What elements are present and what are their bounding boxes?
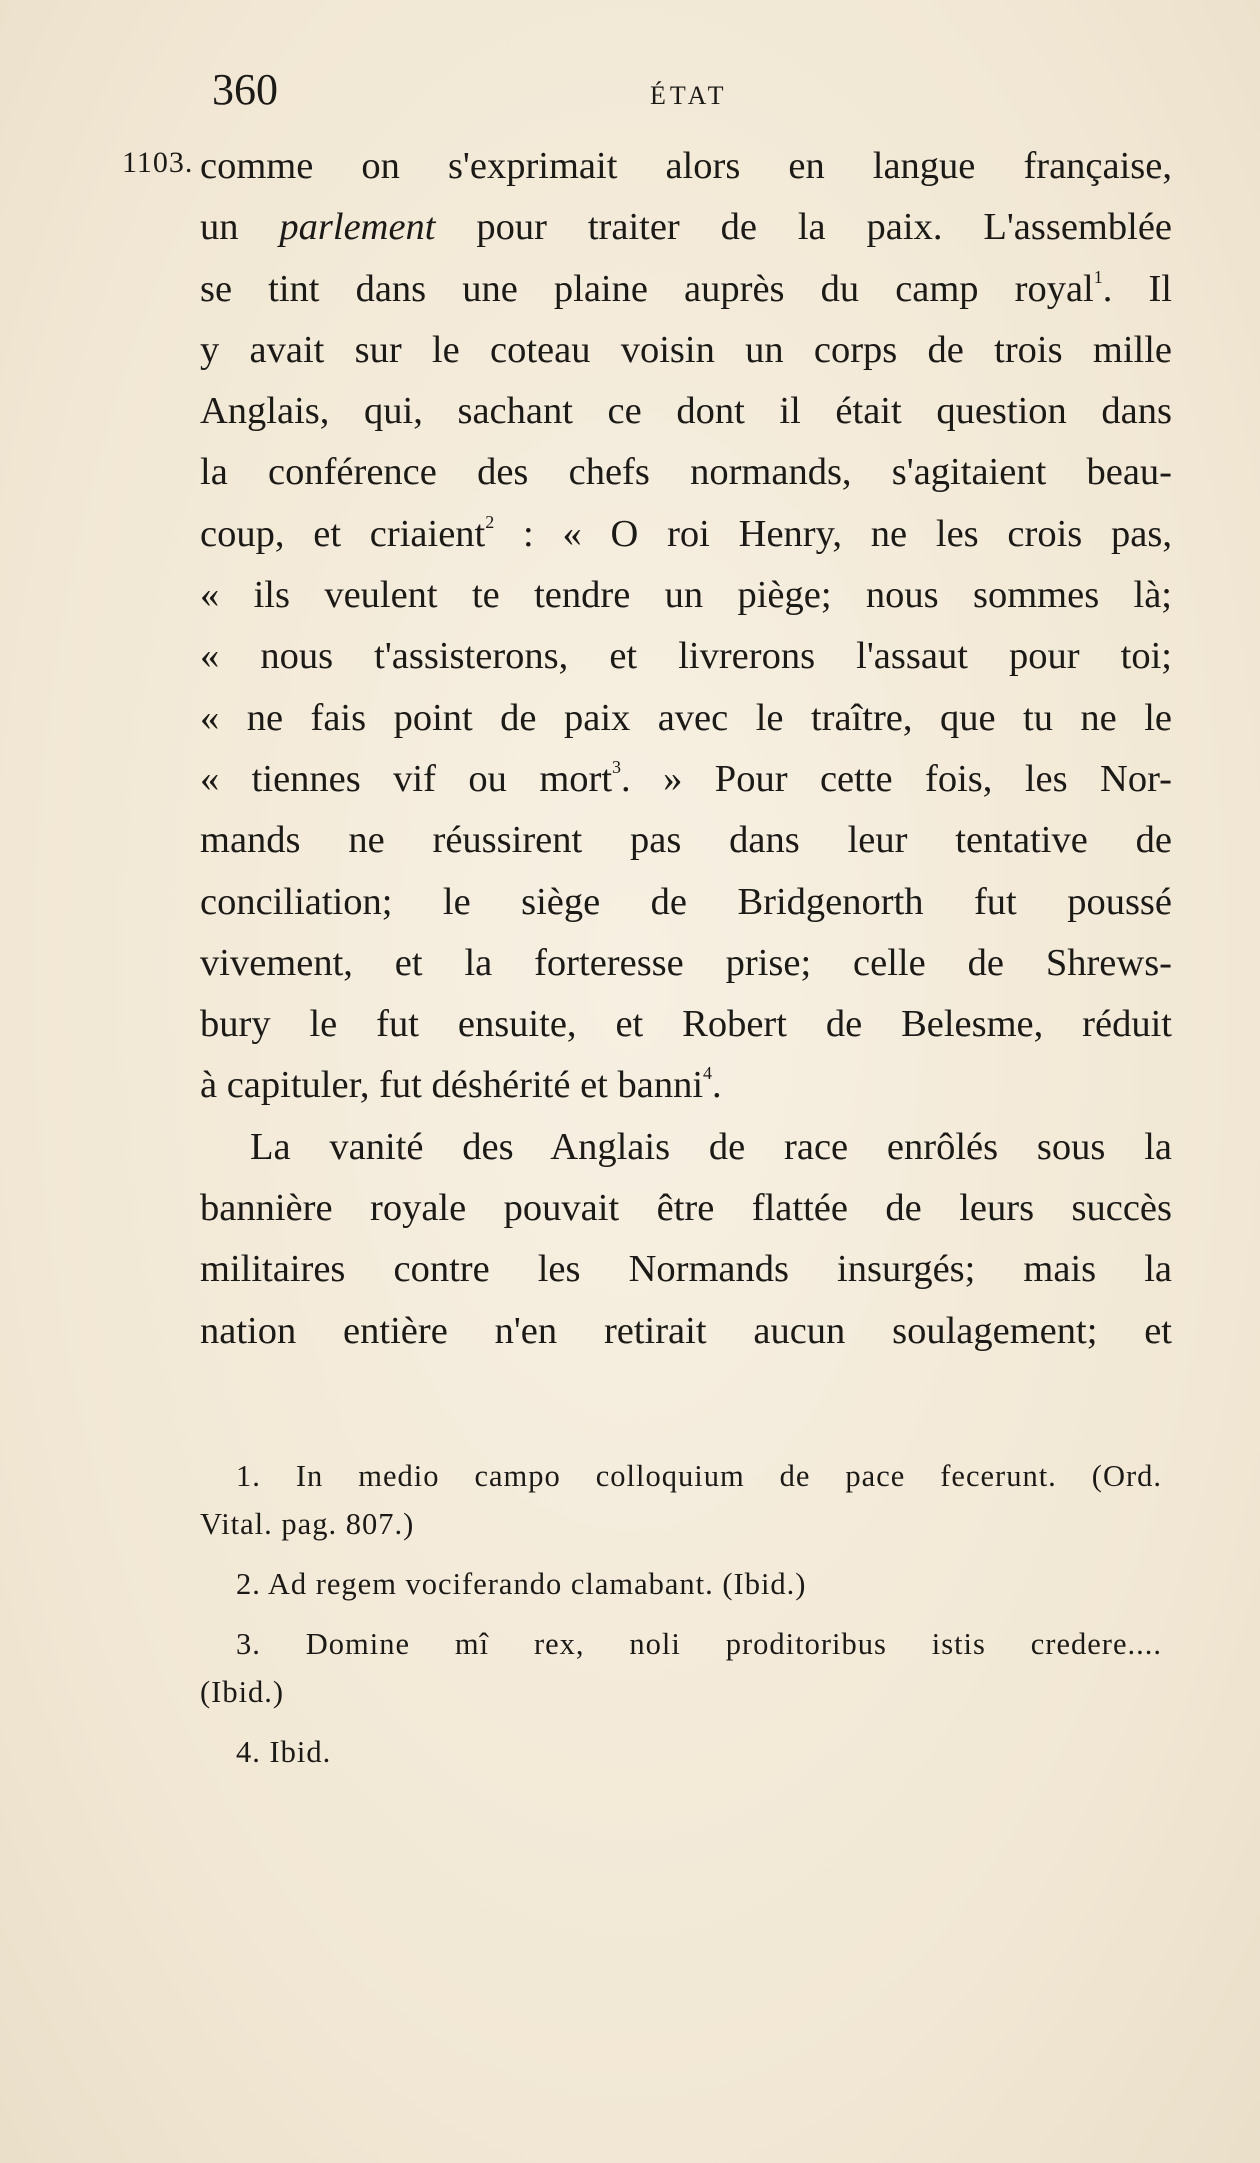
footnote-1-continued: Vital. pag. 807.) bbox=[200, 1507, 415, 1541]
text-line: La vanité des Anglais de race enrôlés sous la bbox=[250, 1125, 1172, 1168]
body-text bbox=[200, 136, 1172, 1362]
footnote-3-continued: (Ibid.) bbox=[200, 1675, 285, 1709]
text-line: la conférence des chefs normands, s'agitaient beau- bbox=[200, 451, 1172, 494]
margin-year-note: 1103. bbox=[122, 146, 194, 179]
text-line: Anglais, qui, sachant ce dont il était question dans bbox=[200, 390, 1172, 433]
text-line: à capituler, fut déshérité et banni$^4$. bbox=[200, 1063, 722, 1107]
footnote-ref: 1 bbox=[1093, 266, 1103, 287]
page-number: 360 bbox=[212, 65, 278, 114]
footnote-1: 1. In medio campo colloquium de pace fecerunt. (Ord. bbox=[236, 1459, 1162, 1493]
text-line: un parlement pour traiter de la paix. L'assemblée bbox=[200, 206, 1172, 249]
text-line: militaires contre les Normands insurgés; mais la bbox=[200, 1248, 1172, 1291]
page-header bbox=[200, 60, 1130, 120]
text-line: « ils veulent te tendre un piège; nous sommes là; bbox=[200, 574, 1172, 617]
running-head: ÉTAT bbox=[650, 81, 728, 110]
text-line: comme on s'exprimait alors en langue française, bbox=[200, 145, 1172, 187]
text-line: « ne fais point de paix avec le traître, que tu ne le bbox=[200, 696, 1172, 739]
text-line: bannière royale pouvait être flattée de leurs succès bbox=[200, 1187, 1172, 1230]
footnote-4: 4. Ibid. bbox=[236, 1735, 332, 1769]
text-line: y avait sur le coteau voisin un corps de trois mille bbox=[200, 328, 1172, 371]
text-line: « nous t'assisterons, et livrerons l'assaut pour toi; bbox=[200, 635, 1172, 678]
text-line: coup, et criaient$^2$ : « O roi Henry, ne les crois pas, bbox=[200, 511, 1172, 555]
text-line: se tint dans une plaine auprès du camp royal$^1$. Il bbox=[200, 266, 1172, 310]
text-line: mands ne réussirent pas dans leur tentative de bbox=[200, 819, 1172, 862]
text-line: nation entière n'en retirait aucun soulagement; et bbox=[200, 1309, 1172, 1352]
footnote-3: 3. Domine mî rex, noli proditoribus istis credere.... bbox=[236, 1627, 1162, 1661]
footnote-ref: 3 bbox=[612, 756, 622, 777]
text-line: bury le fut ensuite, et Robert de Belesme, réduit bbox=[200, 1003, 1172, 1046]
footnote-ref: 4 bbox=[703, 1063, 713, 1084]
text-line: vivement, et la forteresse prise; celle de Shrews- bbox=[200, 941, 1172, 984]
footnote-2: 2. Ad regem vociferando clamabant. (Ibid.) bbox=[236, 1567, 807, 1601]
italic-term: parlement bbox=[279, 206, 436, 249]
footnote-ref: 2 bbox=[485, 511, 495, 532]
text-line: « tiennes vif ou mort$^3$. » Pour cette fois, les Nor- bbox=[200, 756, 1172, 800]
text-line: conciliation; le siège de Bridgenorth fut poussé bbox=[200, 880, 1172, 923]
footnotes bbox=[200, 1452, 1162, 1776]
